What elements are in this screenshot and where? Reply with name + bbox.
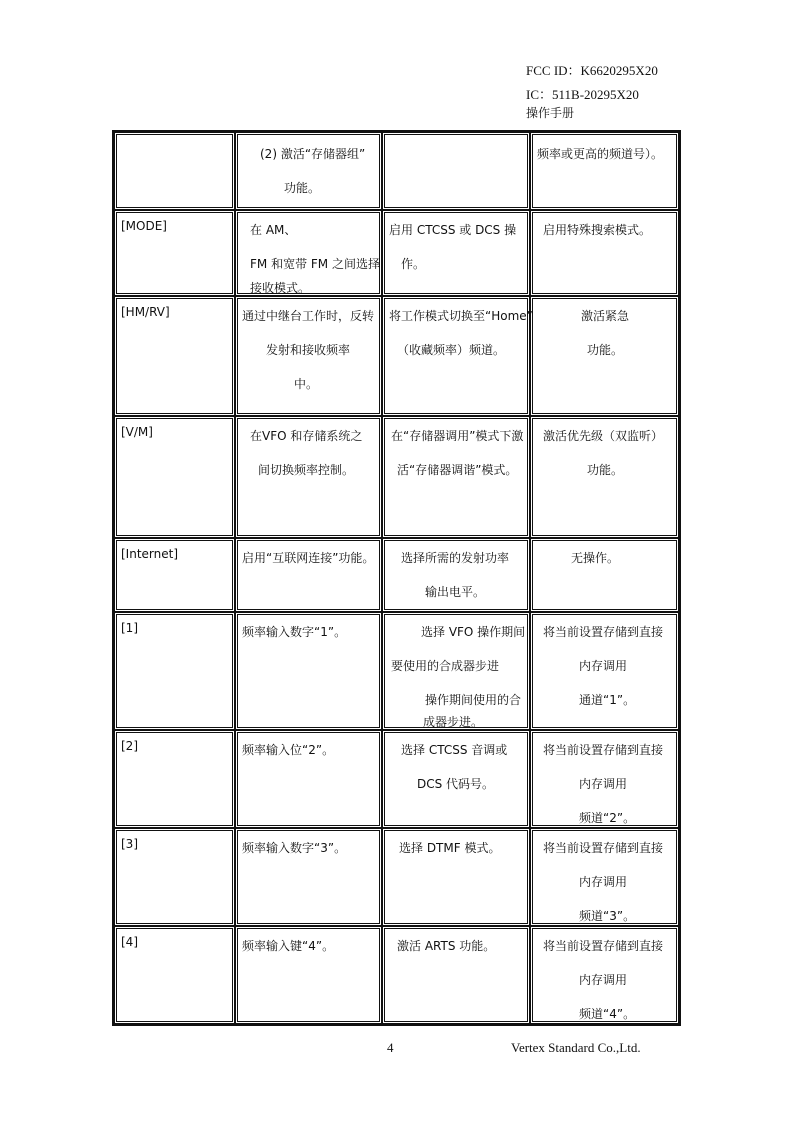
cell-text-line: 选择所需的发射功率	[401, 551, 510, 565]
function-cell-c3	[530, 416, 679, 538]
cell-text-line: 操作期间使用的合	[425, 693, 522, 707]
cell-text-line: 激活紧急	[581, 309, 630, 323]
key-cell	[114, 538, 235, 612]
table-row	[114, 296, 679, 416]
function-cell-c2	[382, 296, 533, 416]
cell-text-line: 接收模式。	[250, 281, 311, 295]
cell-text-line: DCS 代码号。	[417, 777, 495, 791]
cell-text-line: 在“存储器调用”模式下激	[391, 429, 524, 443]
cell-text-line: 在VFO 和存储系统之	[250, 429, 363, 443]
function-cell-c2	[382, 926, 530, 1024]
function-cell-c3	[530, 538, 679, 612]
key-cell	[114, 926, 235, 1024]
key-label: [V/M]	[121, 425, 153, 439]
table-row	[114, 730, 679, 828]
key-label: [1]	[121, 621, 138, 635]
cell-text-line: 中。	[294, 377, 319, 391]
cell-text-line: 频道“3”。	[579, 909, 636, 923]
cell-text-line: 启用 CTCSS 或 DCS 操	[389, 223, 517, 237]
function-cell-c1	[235, 730, 382, 828]
company-name: Vertex Standard Co.,Ltd.	[511, 1040, 641, 1055]
function-cell-c2	[382, 730, 530, 828]
cell-text-line: 将当前设置存储到直接	[543, 743, 664, 757]
cell-text-line: 频道“4”。	[579, 1007, 636, 1021]
key-cell	[114, 612, 235, 730]
cell-text-line: 内存调用	[579, 659, 628, 673]
table-row	[114, 612, 679, 730]
cell-text-line: 选择 CTCSS 音调或	[401, 743, 508, 757]
key-function-table	[112, 130, 681, 1026]
key-label: [3]	[121, 837, 138, 851]
cell-text-line: 功能。	[284, 181, 321, 195]
function-cell-c1	[235, 416, 382, 538]
key-label: [Internet]	[121, 547, 179, 561]
cell-text-line: 间切换频率控制。	[258, 463, 355, 477]
cell-text-line: 将当前设置存储到直接	[543, 939, 664, 953]
cell-text-line: 激活 ARTS 功能。	[397, 939, 496, 953]
cell-text-line: 启用特殊搜索模式。	[543, 223, 652, 237]
cell-text-line: 频率输入位“2”。	[242, 743, 335, 757]
cell-text-line: 频率输入数字“1”。	[242, 625, 347, 639]
function-cell-c1	[235, 132, 382, 210]
manual-title: 操作手册	[526, 106, 575, 120]
function-cell-c3	[530, 926, 679, 1024]
cell-text-line: 内存调用	[579, 875, 628, 889]
key-label: [HM/RV]	[121, 305, 170, 319]
key-cell	[114, 416, 235, 538]
cell-text-line: 频率输入键“4”。	[242, 939, 335, 953]
key-label: [2]	[121, 739, 138, 753]
cell-text-line: 频率或更高的频道号）。	[537, 147, 664, 161]
page-number: 4	[387, 1040, 394, 1055]
cell-text-line: 作。	[401, 257, 426, 271]
cell-text-line: 成器步进。	[423, 715, 484, 729]
function-cell-c3	[530, 730, 679, 828]
function-cell-c2	[382, 612, 530, 730]
cell-text-line: 功能。	[587, 463, 624, 477]
key-label: [4]	[121, 935, 138, 949]
cell-text-line: 激活优先级（双监听）	[543, 429, 664, 443]
ic-number: IC：511B-20295X20	[526, 87, 639, 102]
cell-text-line: FM 和宽带 FM 之间选择	[250, 257, 380, 271]
cell-text-line: 活“存储器调谐”模式。	[397, 463, 518, 477]
cell-text-line: 功能。	[587, 343, 624, 357]
table-row	[114, 416, 679, 538]
key-cell	[114, 730, 235, 828]
table-row	[114, 132, 679, 210]
cell-text-line: 要使用的合成器步进	[391, 659, 500, 673]
table-row	[114, 210, 679, 296]
fcc-id: FCC ID：K6620295X20	[526, 63, 658, 78]
cell-text-line: 选择 DTMF 模式。	[399, 841, 501, 855]
function-cell-c2	[382, 210, 530, 296]
key-cell	[114, 132, 235, 210]
cell-text-line: 通道“1”。	[579, 693, 636, 707]
cell-text-line: 选择 VFO 操作期间	[421, 625, 526, 639]
cell-text-line: 将当前设置存储到直接	[543, 625, 664, 639]
function-cell-c2	[382, 828, 530, 926]
function-cell-c3	[530, 296, 679, 416]
function-cell-c3	[530, 612, 679, 730]
table-row	[114, 926, 679, 1024]
function-cell-c1	[235, 926, 382, 1024]
cell-text-line: 在 AM、	[250, 223, 297, 237]
cell-text-line: 将工作模式切换至“Home”	[389, 309, 533, 323]
function-cell-c2	[382, 416, 530, 538]
cell-text-line: 内存调用	[579, 973, 628, 987]
cell-text-line: 启用“互联网连接”功能。	[242, 551, 375, 565]
key-cell	[114, 210, 235, 296]
cell-text-line: 无操作。	[571, 551, 620, 565]
cell-text-line: 通过中继台工作时，反转	[242, 309, 375, 323]
cell-text-line: (2) 激活“存储器组”	[260, 147, 366, 161]
function-cell-c1	[235, 538, 382, 612]
function-cell-c1	[235, 296, 382, 416]
cell-text-line: （收藏频率）频道。	[397, 343, 506, 357]
table-row	[114, 538, 679, 612]
function-cell-c1	[235, 210, 382, 296]
function-cell-c3	[530, 132, 679, 210]
key-cell	[114, 296, 235, 416]
cell-text-line: 发射和接收频率	[266, 343, 351, 357]
function-cell-c2	[382, 132, 530, 210]
cell-text-line: 输出电平。	[425, 585, 486, 599]
function-cell-c3	[530, 210, 679, 296]
key-label: [MODE]	[121, 219, 167, 233]
key-cell	[114, 828, 235, 926]
function-cell-c3	[530, 828, 679, 926]
cell-text-line: 将当前设置存储到直接	[543, 841, 664, 855]
function-cell-c2	[382, 538, 530, 612]
cell-text-line: 频道“2”。	[579, 811, 636, 825]
cell-text-line: 内存调用	[579, 777, 628, 791]
function-cell-c1	[235, 612, 382, 730]
table-row	[114, 828, 679, 926]
cell-text-line: 频率输入数字“3”。	[242, 841, 347, 855]
function-cell-c1	[235, 828, 382, 926]
